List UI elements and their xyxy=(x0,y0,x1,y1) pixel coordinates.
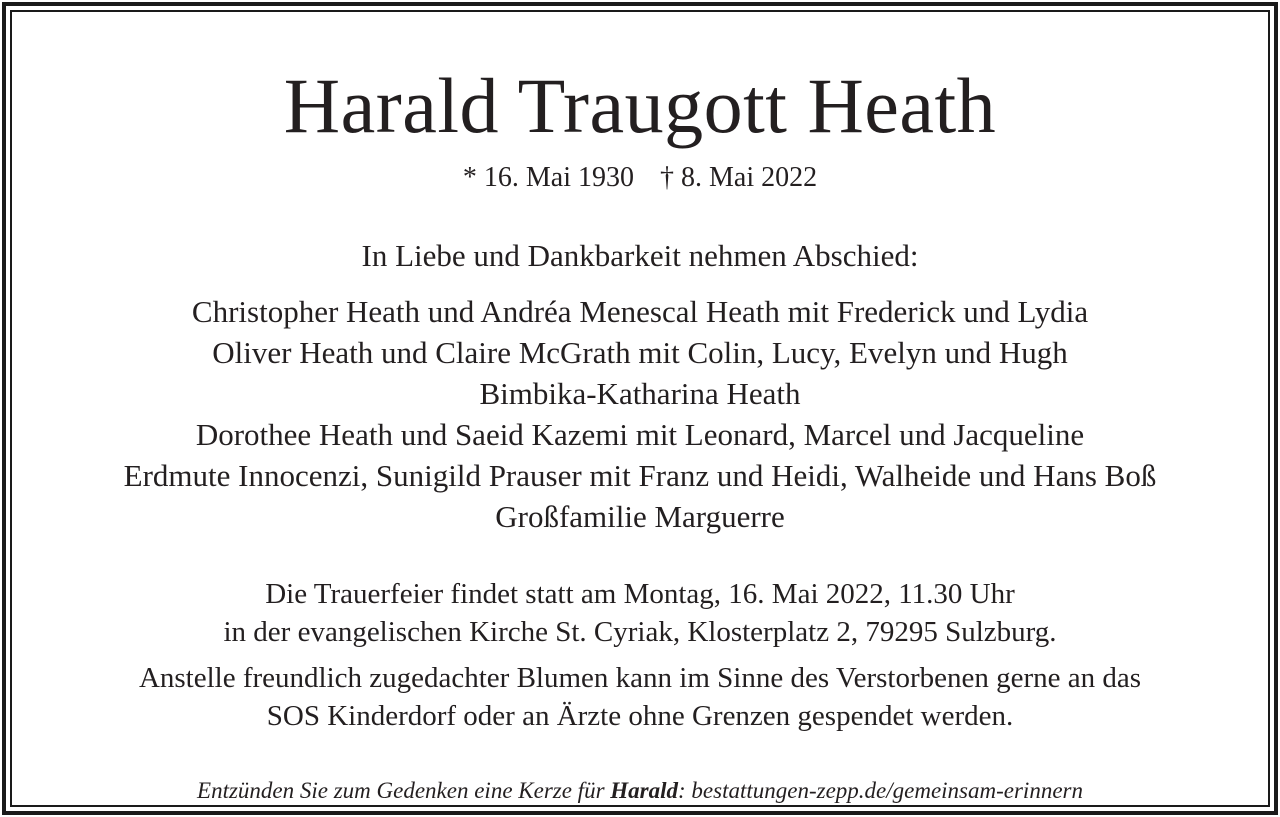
donation-line: SOS Kinderdorf oder an Ärzte ohne Grenzen gespendet werden. xyxy=(266,700,1014,732)
ceremony-info xyxy=(24,575,1256,651)
mourner-line: Bimbika-Katharina Heath xyxy=(479,376,801,411)
mourner-line: Dorothee Heath und Saeid Kazemi mit Leonard, Marcel und Jacqueline xyxy=(195,417,1085,452)
footer-prefix: Entzünden Sie zum Gedenken eine Kerze für xyxy=(197,778,611,803)
deceased-name: Harald Traugott Heath xyxy=(283,62,997,149)
ceremony-line: in der evangelischen Kirche St. Cyriak, Klosterplatz 2, 79295 Sulzburg. xyxy=(223,616,1057,648)
birth-date: * 16. Mai 1930 xyxy=(462,162,634,193)
mourner-line: Christopher Heath und Andréa Menescal Heath mit Frederick und Lydia xyxy=(191,294,1089,329)
footer-name: Harald xyxy=(610,778,679,803)
death-date: † 8. Mai 2022 xyxy=(660,162,818,193)
donation-info xyxy=(24,659,1256,735)
donation-line: Anstelle freundlich zugedachter Blumen kann im Sinne des Verstorbenen gerne an das xyxy=(138,662,1142,694)
mourner-line: Erdmute Innocenzi, Sunigild Prauser mit Franz und Heidi, Walheide und Hans Boß xyxy=(123,458,1157,493)
farewell-intro: In Liebe und Dankbarkeit nehmen Abschied: xyxy=(361,238,919,273)
notice-content xyxy=(24,0,1256,817)
mourners-list xyxy=(24,291,1256,537)
mourner-line: Oliver Heath und Claire McGrath mit Colin, Lucy, Evelyn und Hugh xyxy=(212,335,1068,370)
candle-footer xyxy=(24,776,1256,806)
life-dates xyxy=(24,160,1256,196)
footer-link: : bestattungen-zepp.de/gemeinsam-erinnern xyxy=(678,778,1083,803)
mourner-line: Großfamilie Marguerre xyxy=(495,499,785,534)
ceremony-line: Die Trauerfeier findet statt am Montag, 16. Mai 2022, 11.30 Uhr xyxy=(265,578,1015,610)
